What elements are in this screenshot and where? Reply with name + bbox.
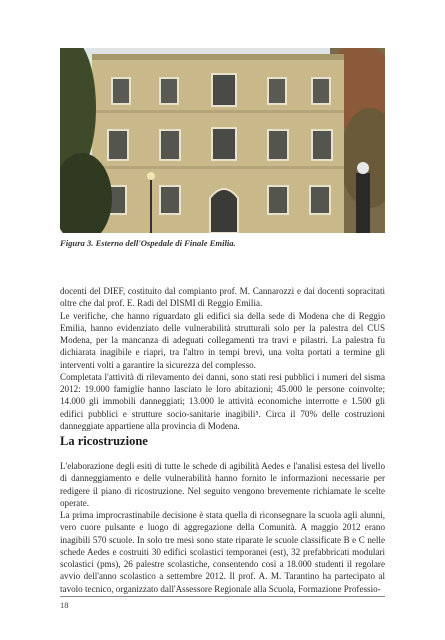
paragraph: Le verifiche, che hanno riguardato gli edifici sia della sede di Modena che di Reggio Emilia, hanno evidenziato delle vulnerabilità strutturali solo per la palestra del CUS Modena, per la mancanza di adeguati collegamenti tra travi e pilastri. La palestra fu dichiarata inagibile e riaprì, tra l'altro in tempi brevi, una volta portati a termine gli interventi volti a garantire la sicurezza del complesso.	[60, 310, 385, 370]
hospital-exterior-photo	[60, 48, 385, 233]
paragraph: L'elaborazione degli esiti di tutte le schede di agibilità Aedes e l'analisi estesa del livello di danneggiamento e delle vulnerabilità hanno fornito le informazioni necessarie per redigere il piano di ricostruzione. Nel seguito vengono brevemente richiamate le scelte operate.	[60, 461, 385, 508]
section-heading: La ricostruzione	[60, 434, 148, 448]
page-number: 18	[60, 600, 69, 610]
paragraph: docenti del DIEF, costituito dal compianto prof. M. Cannarozzi e dai docenti sopracitati oltre che dal prof. E. Radi del DISMI di Reggio Emilia.	[60, 286, 385, 309]
body-text-bottom	[60, 460, 385, 595]
paragraph: La prima improcrastinabile decisione è stata quella di riconsegnare la scuola agli alunni, vero cuore pulsante e luogo di aggregazione della Comunità. A maggio 2012 erano inagibili 570 scuole. In solo tre mesi sono state riparate le scuole classificate B e C nelle schede Aedes e costruiti 30 edifici scolastici temporanei (est), 32 prefabbricati modulari scolastici (pms), 26 palestre scolastiche, consentendo così a 18.000 studenti il regolare avvio dell'anno scolastico a settembre 2012. Il prof. A. M. Tarantino ha partecipato al tavolo tecnico, organizzato dall'Assessore Regionale alla Scuola, Formazione Professio-	[60, 510, 385, 594]
figure-caption: Figura 3. Esterno dell'Ospedale di Finale Emilia.	[60, 238, 236, 248]
building-image	[60, 48, 385, 233]
footer-divider	[60, 596, 385, 597]
body-text-top	[60, 285, 385, 432]
paragraph: Completata l'attività di rilevamento dei danni, sono stati resi pubblici i numeri del sisma 2012: 19.000 famiglie hanno lasciato le loro abitazioni; 45.000 le persone coinvolte; 14.000 gli immobili danneggiati; 13.000 le attività economiche interrotte e 1.500 gli edifici pubblici e strutture socio-sanitarie inagibili⁵. Circa il 70% delle costruzioni danneggiate appartiene alla provincia di Modena.	[60, 371, 385, 431]
